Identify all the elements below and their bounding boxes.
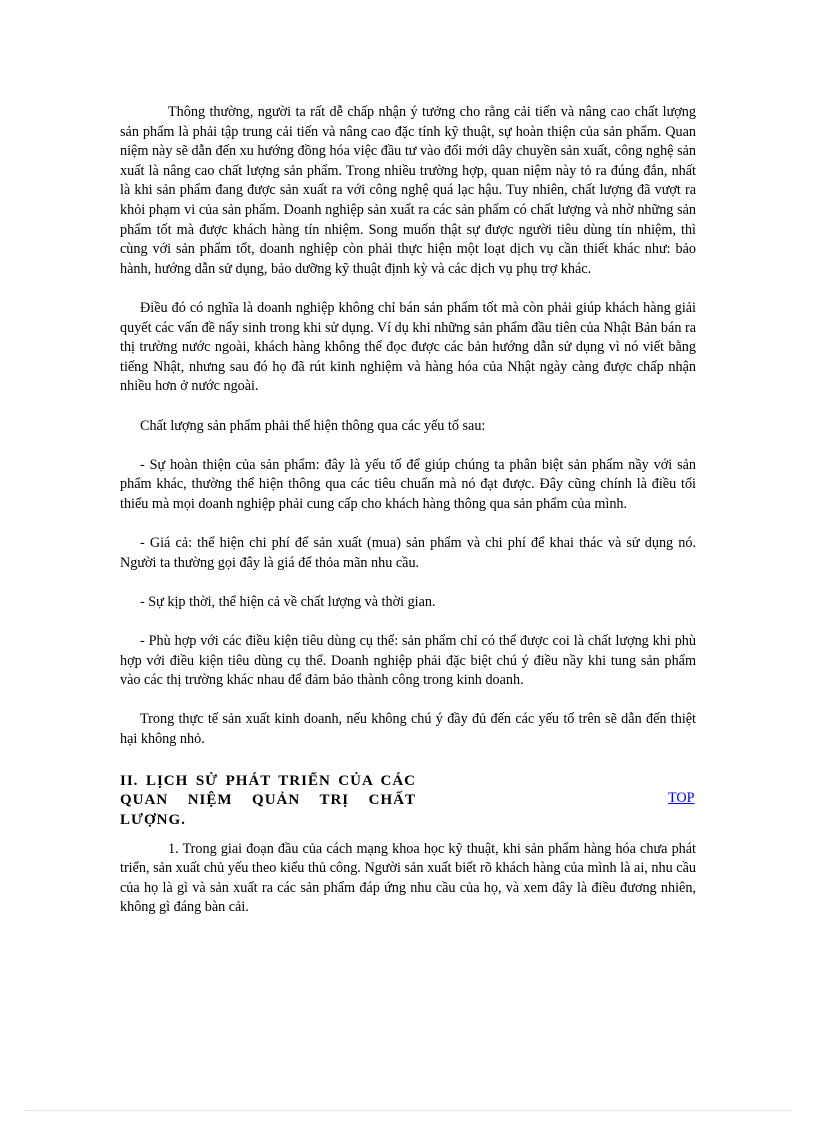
paragraph-factor-price: - Giá cả: thể hiện chi phí để sản xuất (mua) sản phẩm và chi phí để khai thác và sử dụng nó. Người ta thường gọi đây là giá để thỏa mãn nhu cầu. <box>120 535 696 571</box>
section-header <box>120 772 696 834</box>
paragraph-meaning: Điều đó có nghĩa là doanh nghiệp không chỉ bán sản phẩm tốt mà còn phải giúp khách hàng giải quyết các vấn đề nẩy sinh trong khi sử dụng. Ví dụ khi những sản phẩm đầu tiên của Nhật Bản bán ra thị trường nước ngoài, khách hàng không thể đọc được các bản hướng dẫn sử dụng vì nó viết bằng tiếng Nhật, nhưng sau đó họ đã rút kinh nghiệm và hàng hóa của Nhật ngày càng được chấp nhận nhiều hơn ở nước ngoài. <box>120 299 696 395</box>
paragraph-quality-concept: Thông thường, người ta rất dễ chấp nhận ý tưởng cho rằng cải tiến và nâng cao chất lượng sản phẩm là phải tập trung cải tiến và nâng cao đặc tính kỹ thuật, sự hoàn thiện của sản phẩm. Quan niệm này sẽ dẫn đến xu hướng đồng hóa việc đầu tư vào đổi mới dây chuyền sản xuất, công nghệ sản xuất là nâng cao chất lượng sản phẩm. Trong nhiều trường hợp, quan niệm này tỏ ra đúng đắn, nhất là khi sản phẩm đang được sản xuất ra với công nghệ quá lạc hậu. Tuy nhiên, chất lượng đã vượt ra khỏi phạm vi của sản phẩm. Doanh nghiệp sản xuất ra các sản phẩm có chất lượng và nhờ những sản phẩm tốt mà được khách hàng tín nhiệm. Song muốn thật sự được người tiêu dùng tín nhiệm, thì cùng với sản phẩm tốt, doanh nghiệp còn phải thực hiện một loạt dịch vụ cần thiết khác như: bảo hành, hướng dẫn sử dụng, bảo dưỡng kỹ thuật định kỳ và các dịch vụ phụ trợ khác. <box>120 104 696 277</box>
section-heading: II. LỊCH SỬ PHÁT TRIỂN CỦA CÁC QUAN NIỆM QUẢN TRỊ CHẤT LƯỢNG. <box>120 772 416 828</box>
top-link[interactable]: TOP <box>668 789 695 806</box>
document-body <box>120 103 696 938</box>
paragraph-history-stage-1: 1. Trong giai đoạn đầu của cách mạng khoa học kỹ thuật, khi sản phẩm hàng hóa chưa phát triển, sản xuất chủ yếu theo kiểu thủ công. Người sản xuất biết rõ khách hàng của mình là ai, nhu cầu của họ là gì và sản xuất ra các sản phẩm đáp ứng nhu cầu của họ, và xem đây là điều đương nhiên, không gì đáng bàn cải. <box>120 840 696 916</box>
paragraph-factor-completeness: - Sự hoàn thiện của sản phẩm: đây là yếu tố để giúp chúng ta phân biệt sản phẩm nầy với sản phẩm khác, thường thể hiện thông qua các tiêu chuẩn mà nó đạt được. Đây cũng chính là điều tối thiểu mà mọi doanh nghiệp phải cung cấp cho khách hàng thông qua sản phẩm của mình. <box>120 456 696 512</box>
page-bottom-divider <box>24 1110 792 1111</box>
paragraph-factors-intro: Chất lượng sản phẩm phải thể hiện thông qua các yếu tố sau: <box>140 417 486 434</box>
paragraph-conclusion: Trong thực tế sản xuất kinh doanh, nếu không chú ý đầy đủ đến các yếu tố trên sẽ dẫn đến thiệt hại không nhỏ. <box>120 711 696 747</box>
paragraph-factor-timeliness: - Sự kịp thời, thể hiện cả về chất lượng và thời gian. <box>140 593 436 610</box>
paragraph-factor-suitability: - Phù hợp với các điều kiện tiêu dùng cụ thể: sản phẩm chỉ có thể được coi là chất lượng khi phù hợp với điều kiện tiêu dùng cụ thể. Doanh nghiệp phải đặc biệt chú ý điều nầy khi tung sản phẩm vào các thị trường khác nhau để đảm bảo thành công trong kinh doanh. <box>120 633 696 689</box>
